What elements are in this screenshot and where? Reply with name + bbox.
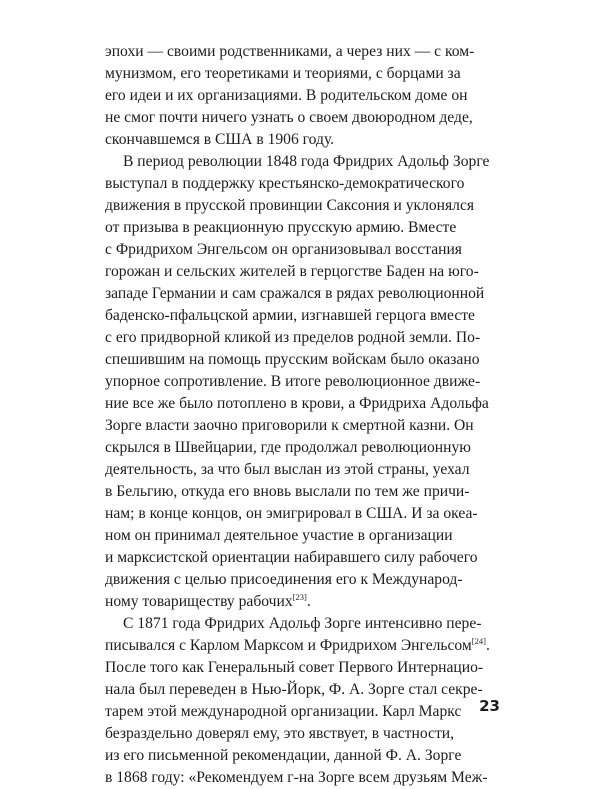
- footnote-ref-24[interactable]: [24]: [471, 636, 486, 646]
- text-line: ние все же было потоплено в крови, а Фридриха Адольфа: [105, 395, 489, 412]
- text-line: горожан и сельских жителей в герцогстве Баден на юго-: [105, 263, 479, 280]
- text-line: деятельность, за что был выслан из этой страны, уехал: [105, 461, 470, 478]
- text-line: его идеи и их организациями. В родительском доме он: [105, 87, 468, 104]
- text-line: не смог почти ничего узнать о своем двоюродном деде,: [105, 109, 473, 126]
- text-line: нала был переведен в Нью-Йорк, Ф. А. Зорге стал секре-: [105, 681, 483, 698]
- text-line: баденско-пфальцской армии, изгнавшей герцога вместе: [105, 307, 475, 324]
- text-line: западе Германии и сам сражался в рядах революционной: [105, 285, 485, 302]
- text-line: с его придворной кликой из пределов родной земли. По-: [105, 329, 481, 346]
- text-line: от призыва в реакционную прусскую армию. Вместе: [105, 219, 457, 236]
- text-line: мунизмом, его теоретиками и теориями, с борцами за: [105, 65, 461, 82]
- text-line: эпохи — своими родственниками, а через них — с ком-: [105, 43, 475, 60]
- text-line: спешившим на помощь прусским войскам было оказано: [105, 351, 480, 368]
- text-line: и марксистской ориентации набиравшего силу рабочего: [105, 549, 478, 566]
- body-text: [105, 41, 496, 789]
- text-line: В период революции 1848 года Фридрих Адольф Зорге: [123, 153, 490, 170]
- text-line: скрылся в Швейцарии, где продолжал революционную: [105, 439, 471, 456]
- text-line: в Бельгию, откуда его вновь выслали по тем же причи-: [105, 483, 470, 500]
- page-number: 23: [479, 697, 500, 715]
- text-line: движения в прусской провинции Саксония и уклонялся: [105, 197, 475, 214]
- text-line: движения с целью присоединения его к Международ-: [105, 571, 463, 588]
- footnote-suffix: .: [306, 593, 311, 610]
- text-line: После того как Генеральный совет Первого Интернацио-: [105, 659, 484, 676]
- text-line: безраздельно доверял ему, это явствует, в частности,: [105, 725, 455, 742]
- line-text: писывался с Карлом Марксом и Фридрихом Энгельсом: [105, 637, 472, 654]
- text-line: ном он принимал деятельное участие в организации: [105, 527, 453, 544]
- text-line: упорное сопротивление. В итоге революционное движе-: [105, 373, 481, 390]
- footnote-suffix: .: [485, 637, 490, 654]
- footnote-ref-23[interactable]: [23]: [292, 592, 307, 602]
- paragraph-2: [105, 151, 496, 613]
- text-line: Зорге власти заочно приговорили к смертной казни. Он: [105, 417, 474, 434]
- line-text: ному товариществу рабочих: [105, 593, 293, 610]
- text-line: [105, 635, 496, 657]
- text-line: С 1871 года Фридрих Адольф Зорге интенсивно пере-: [123, 615, 482, 632]
- text-line: в 1868 году: «Рекомендуем г-на Зорге всем друзьям Меж-: [105, 769, 488, 786]
- paragraph-1: [105, 41, 496, 151]
- text-line: тарем этой международной организации. Карл Маркс: [105, 703, 462, 720]
- paragraph-3: [105, 613, 496, 789]
- text-line: из его письменной рекомендации, данной Ф. А. Зорге: [105, 747, 462, 764]
- text-line: нам; в конце концов, он эмигрировал в США. И за океа-: [105, 505, 478, 522]
- text-line: [105, 591, 496, 613]
- text-line: с Фридрихом Энгельсом он организовывал восстания: [105, 241, 462, 258]
- text-line: выступал в поддержку крестьянско-демократического: [105, 175, 465, 192]
- text-line: скончавшемся в США в 1906 году.: [105, 131, 335, 148]
